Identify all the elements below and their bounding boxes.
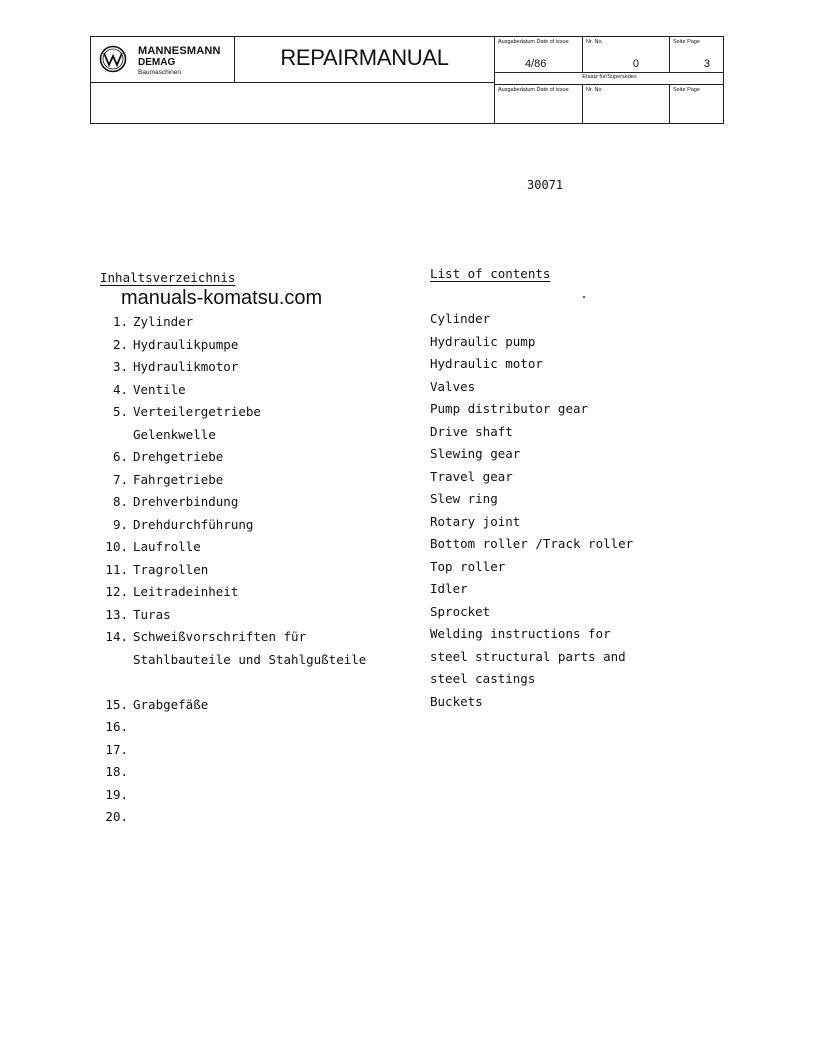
item-title-de: Fahrgetriebe — [133, 471, 224, 487]
number-cell — [583, 37, 670, 72]
contents-item-de — [100, 671, 400, 694]
contents-item-en: steel castings — [430, 671, 536, 686]
item-number: 12. — [105, 584, 128, 599]
contents-item-de — [100, 424, 400, 447]
item-title-de: Gelenkwelle — [133, 426, 216, 442]
old-date-label: Ausgabedatum Date of issue — [498, 87, 569, 93]
contents-item-de — [100, 401, 400, 424]
item-title-de: Turas — [133, 606, 171, 622]
contents-item-de — [100, 626, 400, 649]
document-header — [90, 36, 724, 124]
meta-block — [494, 37, 723, 123]
contents-item-en: Slew ring — [430, 491, 498, 506]
number-label: Nr. No. — [586, 39, 604, 45]
contents-item-de — [100, 469, 400, 492]
item-title-de: Grabgefäße — [133, 696, 209, 712]
item-number: 10. — [105, 539, 128, 554]
contents-item-de — [100, 739, 400, 762]
supersedes-row — [495, 73, 724, 85]
item-title-de: Leitradeinheit — [133, 584, 239, 599]
document-number: 30071 — [527, 178, 564, 192]
contents-item-en: Slewing gear — [430, 446, 521, 461]
item-title-de: Ventile — [133, 381, 186, 397]
item-number: 18. — [105, 764, 128, 779]
item-title-de: Hydraulikmotor — [133, 359, 239, 374]
contents-item-en: steel structural parts and — [430, 648, 626, 664]
contents-item-en: Idler — [430, 581, 468, 596]
watermark-text: manuals-komatsu.com — [121, 287, 323, 309]
item-number: 19. — [105, 786, 128, 802]
contents-item-de — [100, 581, 400, 604]
item-number: 9. — [112, 516, 128, 532]
contents-item-de — [100, 379, 400, 402]
contents-item-en: Buckets — [430, 693, 483, 709]
contents-item-en: Hydraulic pump — [430, 333, 536, 349]
blank-block — [91, 83, 494, 123]
item-number: 4. — [112, 381, 128, 397]
item-number: 16. — [105, 719, 128, 734]
item-number: 7. — [112, 471, 128, 487]
mannesmann-logo-icon — [99, 45, 127, 73]
item-number: 14. — [105, 629, 128, 644]
item-number: 11. — [105, 561, 128, 577]
contents-item-en: Cylinder — [430, 311, 491, 326]
contents-item-en: Rotary joint — [430, 513, 521, 529]
contents-item-en: Valves — [430, 378, 476, 394]
item-number: 8. — [112, 494, 128, 509]
contents-item-de — [100, 716, 400, 739]
item-title-de: Drehdurchführung — [133, 516, 254, 532]
contents-item-en: Top roller — [430, 558, 506, 574]
item-number: 15. — [105, 696, 128, 712]
page-value: 3 — [703, 58, 710, 70]
title-block — [235, 37, 494, 83]
item-number: 5. — [112, 404, 128, 419]
item-number: 20. — [105, 809, 128, 824]
item-title-de: Laufrolle — [133, 539, 201, 554]
contents-item-de — [100, 514, 400, 537]
item-title-de: Stahlbauteile und Stahlgußteile — [133, 651, 367, 667]
contents-item-de — [100, 491, 400, 514]
contents-item-de — [100, 536, 400, 559]
contents-item-de — [100, 446, 400, 469]
item-title-de: Drehverbindung — [133, 494, 239, 509]
brand-name: MANNESMANN — [138, 45, 221, 57]
old-page-label: Seite Page — [673, 87, 700, 93]
page-label: Seite Page — [673, 39, 700, 45]
item-title-de: Drehgetriebe — [133, 449, 224, 464]
item-title-de: Verteilergetriebe — [133, 404, 261, 419]
date-value: 4/86 — [525, 58, 547, 70]
contents-item-en: Drive shaft — [430, 423, 513, 439]
brand-subname: DEMAG — [138, 57, 176, 68]
logo-block — [91, 37, 235, 83]
contents-item-de — [100, 649, 400, 672]
contents-item-en: Bottom roller /Track roller — [430, 536, 634, 551]
item-number: 2. — [112, 336, 128, 352]
contents-item-de — [100, 806, 400, 829]
item-title-de: Tragrollen — [133, 561, 209, 577]
contents-item-de — [100, 784, 400, 807]
item-title-de: Zylinder — [133, 314, 194, 329]
superseded-issue-row — [495, 85, 724, 123]
contents-item-en: Travel gear — [430, 468, 513, 484]
contents-item-de — [100, 694, 400, 717]
item-title-de: Hydraulikpumpe — [133, 336, 239, 352]
contents-item-de — [100, 761, 400, 784]
contents-item-en: Welding instructions for — [430, 626, 611, 641]
contents-item-de — [100, 334, 400, 357]
contents-item-en: Sprocket — [430, 603, 491, 619]
item-number: 17. — [105, 741, 128, 757]
page-cell — [670, 37, 724, 72]
old-number-label: Nr. No — [586, 87, 602, 93]
supersedes-label: Ersatz für/Supersedes — [582, 74, 637, 80]
contents-item-en: Pump distributor gear — [430, 401, 589, 416]
item-title-de: Schweißvorschriften für — [133, 629, 307, 644]
german-contents-list — [100, 311, 400, 829]
item-number: 3. — [112, 359, 128, 374]
old-date-cell — [495, 85, 583, 123]
old-number-cell — [583, 85, 670, 123]
brand-division: Baumaschinen — [138, 69, 181, 76]
number-value: 0 — [632, 58, 639, 70]
item-number: 1. — [112, 314, 128, 329]
german-contents-heading: Inhaltsverzeichnis — [100, 270, 236, 285]
item-number: 13. — [105, 606, 128, 622]
old-page-cell — [670, 85, 724, 123]
contents-item-de — [100, 604, 400, 627]
english-contents-heading: List of contents — [430, 266, 551, 281]
contents-item-de — [100, 311, 400, 334]
contents-item-de — [100, 559, 400, 582]
scan-speck — [583, 296, 585, 298]
item-number: 6. — [112, 449, 128, 464]
english-contents-list — [430, 308, 720, 713]
current-issue-row — [495, 37, 724, 73]
contents-item-de — [100, 356, 400, 379]
date-label: Ausgabedatum Date of issue — [498, 39, 569, 45]
date-cell — [495, 37, 583, 72]
manual-title: REPAIRMANUAL — [280, 45, 449, 70]
contents-item-en: Hydraulic motor — [430, 356, 543, 371]
